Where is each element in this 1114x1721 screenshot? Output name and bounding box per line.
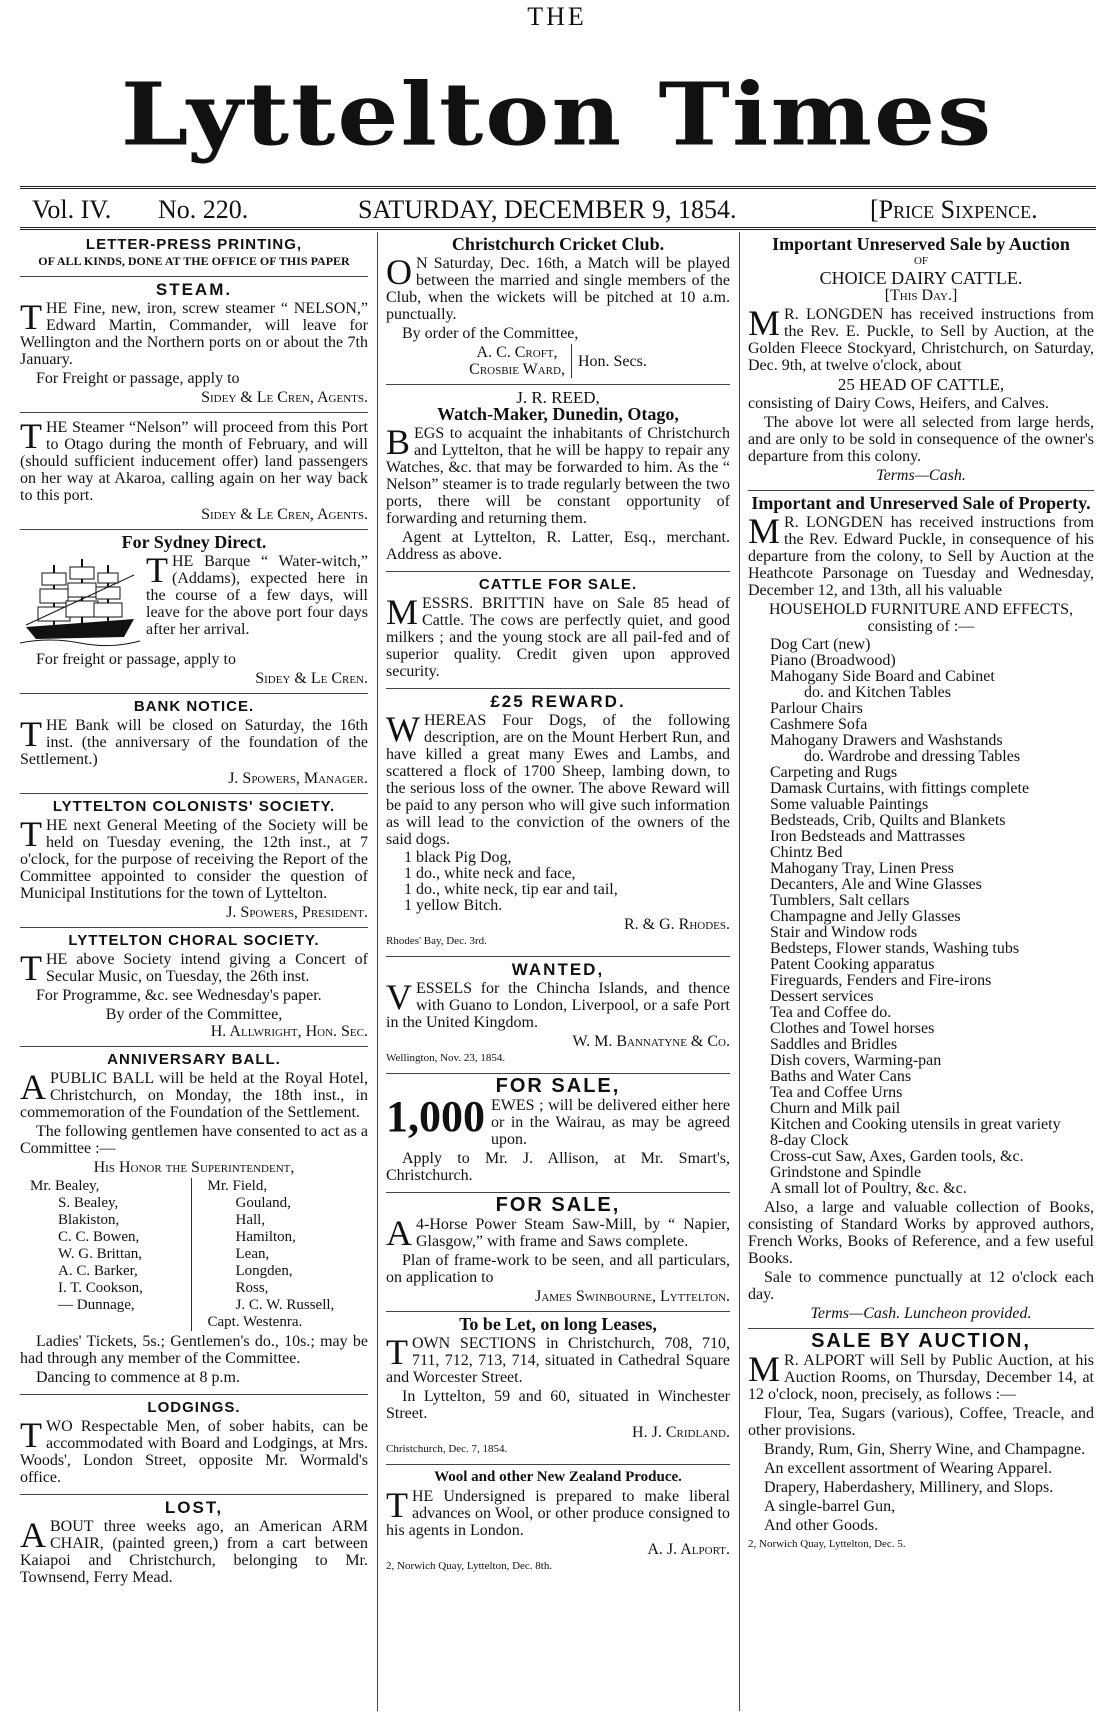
- drop-cap: T: [20, 714, 42, 754]
- list-item: Decanters, Ale and Wine Glasses: [770, 876, 982, 893]
- drop-cap: A: [20, 1515, 46, 1555]
- drop-cap: T: [20, 948, 42, 988]
- ad-title: Important and Unreserved Sale of Property.: [751, 493, 1091, 513]
- ad-title: WANTED,: [511, 960, 605, 979]
- ad-subtitle: OF ALL KINDS, DONE AT THE OFFICE OF THIS PAPER: [38, 254, 350, 268]
- list-item: Baths and Water Cans: [770, 1068, 912, 1085]
- drop-cap: M: [748, 303, 781, 343]
- list-item: Grindstone and Spindle: [770, 1164, 922, 1181]
- ad-title-of: OF: [913, 255, 929, 267]
- ad-body: The above lot were all selected from large herds, and are only to be sold in consequence of the owner's departure from this colony.: [748, 414, 1094, 465]
- list-item: Chintz Bed: [770, 844, 843, 861]
- ad-body: HE Fine, new, iron, screw steamer “ NELSON,” Edward Martin, Commander, will leave for Wellington and the Northern ports on or about the 7th January.: [20, 300, 368, 368]
- committee-member: C. C. Bowen,: [58, 1229, 140, 1245]
- ad-title: To be Let, on long Leases,: [459, 1314, 657, 1334]
- committee-member: Mr. Bealey,: [30, 1178, 100, 1194]
- ad-title: LYTTELTON CHORAL SOCIETY.: [68, 932, 320, 949]
- ad-title: Important Unreserved Sale by Auction: [772, 234, 1070, 254]
- ad-sawmill: [386, 1193, 730, 1312]
- ad-body: By order of the Committee,: [105, 1006, 283, 1023]
- committee-member: Hamilton,: [235, 1229, 296, 1245]
- drop-cap: T: [20, 814, 42, 854]
- ad-body: ESSRS. BRITTIN have on Sale 85 head of Cattle. The cows are perfectly quiet, and good milkers ; and the young stock are all pail-fed and of superior quality. Credit given upon approved security.: [386, 595, 730, 680]
- ad-day: [This Day.]: [884, 287, 958, 304]
- ad-title: STEAM.: [155, 280, 233, 299]
- list-item: Fireguards, Fenders and Fire-irons: [770, 972, 992, 989]
- auction-line: Brandy, Rum, Gin, Sherry Wine, and Champagne.: [764, 1441, 1086, 1458]
- ad-body: HE Steamer “Nelson” will proceed from this Port to Otago during the month of February, and will (should sufficient inducement offer) land passengers on her way at Akaroa, calling again on her way back to this port.: [20, 419, 368, 504]
- ad-heading: HOUSEHOLD FURNITURE AND EFFECTS, consisting of :—: [768, 601, 1074, 635]
- issue-date: SATURDAY, DECEMBER 9, 1854.: [358, 195, 737, 224]
- list-item: Bedsteads, Crib, Quilts and Blankets: [770, 812, 1006, 829]
- list-item: Bedsteps, Flower stands, Washing tubs: [770, 940, 1020, 957]
- list-item: Cross-cut Saw, Axes, Garden tools, &c.: [770, 1148, 1024, 1165]
- ad-body: Dancing to commence at 8 p.m.: [36, 1369, 240, 1386]
- secretary: A. C. Croft,: [476, 344, 558, 361]
- drop-cap: B: [386, 422, 411, 462]
- committee-member: J. C. W. Russell,: [235, 1297, 335, 1313]
- list-item: Some valuable Paintings: [770, 796, 929, 813]
- ad-wool: [386, 1465, 730, 1581]
- committee-member: — Dunnage,: [58, 1297, 135, 1313]
- ad-body: Also, a large and valuable collection of Books, consisting of Standard Works by approved authors, French Works, Books of Reference, and a few useful Books.: [748, 1199, 1094, 1267]
- ad-title: BANK NOTICE.: [133, 698, 255, 715]
- ad-body: HE above Society intend giving a Concert of Secular Music, on Tuesday, the 26th inst.: [46, 951, 368, 985]
- list-item: Parlour Chairs: [770, 700, 863, 717]
- ad-ball: [20, 1047, 368, 1395]
- ad-title: Wool and other New Zealand Produce.: [434, 1469, 682, 1485]
- masthead-the: THE: [527, 2, 587, 31]
- list-item: Tea and Coffee do.: [770, 1004, 892, 1021]
- ad-body: HE Barque “ Water-witch,” (Addams), expected here in the course of a few days, will leave for the above port four days after her arrival.: [146, 553, 368, 638]
- drop-cap: T: [146, 550, 168, 590]
- secretaries-title: Hon. Secs.: [577, 352, 647, 370]
- dateline: [20, 186, 1096, 230]
- ad-title: J. R. REED,: [516, 388, 600, 407]
- list-item: Piano (Broadwood): [770, 652, 896, 669]
- list-item: 1 black Pig Dog,: [404, 849, 512, 866]
- ad-body: BOUT three weeks ago, an American ARM CHAIR, (painted green,) from a cart between Kaiapoi and Christchurch, belonging to Mr. Townsend, Ferry Mead.: [20, 1518, 368, 1586]
- drop-cap: A: [20, 1067, 46, 1107]
- list-item: Clothes and Towel horses: [770, 1020, 935, 1037]
- ad-terms: Terms—Cash.: [876, 467, 966, 484]
- ad-auction: [748, 1329, 1094, 1559]
- ad-body: EGS to acquaint the inhabitants of Christchurch and Lyttelton, that he will be happy to repair any Watches, &c. that may be forwarded to him. As the “ Nelson” steamer is to trade regularly between the two ports, there will be constant opportunity of forwarding and returning them.: [386, 425, 730, 527]
- ad-footnote: Christchurch, Dec. 7, 1854.: [386, 1443, 508, 1455]
- ad-signature: H. Allwright, Hon. Sec.: [210, 1023, 368, 1040]
- list-item: do. Wardrobe and dressing Tables: [804, 748, 1021, 765]
- ad-body: OWN SECTIONS in Christchurch, 708, 710, 711, 712, 713, 714, situated in Cathedral Square and Worcester Street.: [386, 1335, 730, 1386]
- ad-body: R. LONGDEN has received instructions from the Rev. E. Puckle, to Sell by Auction, at the Golden Fleece Stockyard, Christchurch, on Saturday, Dec. 9th, at twelve o'clock, about: [748, 306, 1094, 374]
- ad-title: LOST,: [164, 1498, 224, 1517]
- superintendent: His Honor the Superintendent,: [93, 1159, 295, 1176]
- auction-line: An excellent assortment of Wearing Apparel.: [764, 1460, 1053, 1477]
- ad-body: In Lyttelton, 59 and 60, situated in Winchester Street.: [386, 1388, 730, 1422]
- ad-signature: Sidey & Le Cren, Agents.: [201, 506, 368, 523]
- drop-cap: V: [386, 977, 412, 1017]
- list-item: Dessert services: [770, 988, 874, 1005]
- ad-signature: R. & G. Rhodes.: [623, 916, 730, 933]
- drop-cap: M: [748, 1349, 781, 1389]
- committee-list: [20, 1178, 368, 1331]
- ad-nelson: [20, 413, 368, 530]
- list-item: 1 do., white neck and face,: [404, 865, 576, 882]
- drop-cap: T: [20, 297, 42, 337]
- ad-body: HE Undersigned is prepared to make liberal advances on Wool, or other produce consigned to his agents in London.: [386, 1488, 730, 1539]
- ad-body: consisting of Dairy Cows, Heifers, and Calves.: [748, 395, 1049, 412]
- column-2: [386, 232, 730, 1721]
- drop-cap: T: [20, 1415, 42, 1455]
- ad-body: R. ALPORT will Sell by Public Auction, at his Auction Rooms, on Thursday, December 14, at 12 o'clock, noon, precisely, as follows :—: [748, 1352, 1094, 1403]
- ad-title: £25 REWARD.: [490, 692, 626, 711]
- list-item: Dog Cart (new): [770, 636, 871, 653]
- ad-wanted: [386, 957, 730, 1074]
- ad-title: LYTTELTON COLONISTS' SOCIETY.: [52, 798, 336, 815]
- list-item: Iron Bedsteads and Mattrasses: [770, 828, 966, 845]
- ad-tolet: [386, 1312, 730, 1465]
- committee-member: A. C. Barker,: [58, 1263, 138, 1279]
- auction-line: And other Goods.: [764, 1517, 879, 1534]
- dog-list: [404, 850, 730, 914]
- ad-body: Sale to commence punctually at 12 o'clock each day.: [748, 1269, 1094, 1303]
- list-item: Saddles and Bridles: [770, 1036, 898, 1053]
- ad-body: PUBLIC BALL will be held at the Royal Hotel, Christchurch, on Monday, the 18th inst., in commemoration of the Foundation of the Settlement.: [20, 1070, 368, 1121]
- ad-lodgings: [20, 1395, 368, 1495]
- ad-signature: James Swinbourne, Lyttelton.: [535, 1288, 730, 1305]
- column-rule: [377, 232, 378, 1711]
- ad-body: N Saturday, Dec. 16th, a Match will be played between the married and single members of the Club, when the wickets will be pitched at 10 a.m. punctually.: [386, 255, 730, 323]
- ad-lost: [20, 1495, 368, 1594]
- ad-body: HE next General Meeting of the Society will be held on Tuesday evening, the 12th inst., at 7 o'clock, for the purpose of receiving the Report of the Committee appointed to consider the question of Municipal Institutions for the town of Lyttelton.: [20, 817, 368, 902]
- ad-body: The following gentlemen have consented to act as a Committee :—: [20, 1123, 368, 1157]
- ad-subtitle: Watch-Maker, Dunedin, Otago,: [437, 404, 679, 424]
- ad-body: By order of the Committee,: [402, 325, 579, 342]
- ad-bank: [20, 694, 368, 794]
- list-item: Mahogany Tray, Linen Press: [770, 860, 954, 877]
- auction-line: Flour, Tea, Sugars (various), Coffee, Treacle, and other provisions.: [748, 1405, 1094, 1439]
- ad-body: For Freight or passage, apply to: [36, 370, 240, 387]
- list-item: Dish covers, Warming-pan: [770, 1052, 942, 1069]
- drop-cap: T: [386, 1332, 408, 1372]
- list-item: do. and Kitchen Tables: [804, 684, 951, 701]
- furniture-list: [770, 637, 1094, 1197]
- ad-title: FOR SALE,: [495, 1194, 621, 1216]
- ad-sydney: [20, 530, 368, 694]
- ad-footnote: 2, Norwich Quay, Lyttelton, Dec. 5.: [748, 1538, 906, 1550]
- ad-heading: 25 HEAD OF CATTLE,: [837, 375, 1005, 394]
- committee-member: Hall,: [235, 1212, 266, 1228]
- committee-member: Mr. Field,: [207, 1178, 268, 1194]
- ad-body: 4-Horse Power Steam Saw-Mill, by “ Napier, Glasgow,” with frame and Saws complete.: [416, 1216, 730, 1250]
- ad-body: WO Respectable Men, of sober habits, can be accommodated with Board and Lodgings, at Mrs. Woods', London Street, opposite Mr. Wormald's office.: [20, 1418, 368, 1486]
- ad-choral: [20, 928, 368, 1047]
- drop-cap: M: [748, 511, 781, 551]
- ad-signature: Sidey & Le Cren.: [255, 670, 368, 687]
- ad-body: Plan of frame-work to be seen, and all particulars, on application to: [386, 1252, 730, 1286]
- list-item: Kitchen and Cooking utensils in great variety: [770, 1116, 1061, 1133]
- ad-footnote: Rhodes' Bay, Dec. 3rd.: [386, 935, 487, 947]
- ad-signature: J. Spowers, President.: [226, 904, 368, 921]
- list-item: Mahogany Side Board and Cabinet: [770, 668, 995, 685]
- column-1: [20, 232, 368, 1721]
- ad-signature: Sidey & Le Cren, Agents.: [201, 389, 368, 406]
- list-item: 1 yellow Bitch.: [404, 897, 503, 914]
- ad-colonists: [20, 794, 368, 928]
- ad-signature: J. Spowers, Manager.: [228, 770, 368, 787]
- secretaries: [386, 344, 730, 378]
- list-item: Cashmere Sofa: [770, 716, 868, 733]
- committee-member: W. G. Brittan,: [58, 1246, 143, 1262]
- ad-title: LODGINGS.: [147, 1399, 241, 1416]
- volume: Vol. IV.: [32, 195, 112, 224]
- drop-cap: T: [386, 1485, 408, 1525]
- list-item: 1 do., white neck, tip ear and tail,: [404, 881, 618, 898]
- list-item: Mahogany Drawers and Washstands: [770, 732, 1003, 749]
- ad-title: FOR SALE,: [495, 1075, 621, 1097]
- ad-title: CATTLE FOR SALE.: [478, 576, 638, 593]
- ad-body: HE Bank will be closed on Saturday, the 16th inst. (the anniversary of the foundation of the Settlement.): [20, 717, 368, 768]
- ad-title-main: CHOICE DAIRY CATTLE.: [819, 268, 1023, 288]
- committee-member: S. Bealey,: [58, 1195, 119, 1211]
- column-rule: [739, 232, 740, 1711]
- ad-body: Apply to Mr. J. Allison, at Mr. Smart's, Christchurch.: [386, 1150, 730, 1184]
- big-number: 1,000: [386, 1092, 485, 1141]
- ad-steam: [20, 277, 368, 413]
- ad-body: R. LONGDEN has received instructions from the Rev. Edward Puckle, in consequence of his departure from the colony, to Sell by Auction at the Heathcote Parsonage on Tuesday and Wednesday, December 12, and 13th, all his valuable: [748, 514, 1094, 599]
- list-item: Champagne and Jelly Glasses: [770, 908, 961, 925]
- drop-cap: T: [20, 416, 42, 456]
- drop-cap: O: [386, 252, 412, 292]
- committee-member: Longden,: [235, 1263, 293, 1279]
- auction-line: A single-barrel Gun,: [764, 1498, 896, 1515]
- list-item: Patent Cooking apparatus: [770, 956, 935, 973]
- ad-title: LETTER-PRESS PRINTING,: [85, 236, 303, 253]
- list-item: Damask Curtains, with fittings complete: [770, 780, 1030, 797]
- newspaper-title: Lyttelton Times: [120, 63, 994, 166]
- ad-body: For Programme, &c. see Wednesday's paper.: [36, 987, 322, 1004]
- ad-cricket: [386, 232, 730, 385]
- ad-dairy: [748, 232, 1094, 491]
- ad-cattle: [386, 572, 730, 689]
- committee-member: Blakiston,: [58, 1212, 120, 1228]
- ad-title: SALE BY AUCTION,: [811, 1330, 1031, 1352]
- list-item: Churn and Milk pail: [770, 1100, 901, 1117]
- ad-body: EWES ; will be delivered either here or in the Wairau, as may be agreed upon.: [491, 1097, 730, 1148]
- ad-title: ANNIVERSARY BALL.: [107, 1051, 281, 1068]
- issue-number: No. 220.: [158, 195, 249, 224]
- ad-printing: [20, 232, 368, 277]
- list-item: Stair and Window rods: [770, 924, 918, 941]
- committee-member: Ross,: [235, 1280, 269, 1296]
- committee-member: I. T. Cookson,: [58, 1280, 143, 1296]
- ad-body: For freight or passage, apply to: [36, 651, 236, 668]
- price: [Price Sixpence.: [870, 195, 1038, 224]
- masthead: [0, 0, 1114, 172]
- ad-body: ESSELS for the Chincha Islands, and thence with Guano to London, Liverpool, or a safe Port in the United Kingdom.: [386, 980, 730, 1031]
- ad-signature: W. M. Bannatyne & Co.: [572, 1033, 730, 1050]
- auction-line: Drapery, Haberdashery, Millinery, and Slops.: [764, 1479, 1054, 1496]
- drop-cap: M: [386, 592, 419, 632]
- ad-title: Christchurch Cricket Club.: [451, 234, 665, 254]
- committee-member: Gouland,: [235, 1195, 291, 1211]
- column-3: [748, 232, 1094, 1721]
- ad-title: For Sydney Direct.: [121, 532, 267, 552]
- ad-signature: A. J. Alport.: [647, 1541, 730, 1558]
- ad-body: Agent at Lyttelton, R. Latter, Esq., merchant. Address as above.: [386, 529, 730, 563]
- ad-body: HEREAS Four Dogs, of the following description, are on the Mount Herbert Run, and have killed a great many Ewes and Lambs, and scattered a flock of 1700 Sheep, lambing down, to the serious loss of the owner. The above Reward will be paid to any person who will give such information as will lead to the conviction of the owners of the said dogs.: [386, 712, 730, 848]
- list-item: 8-day Clock: [770, 1132, 849, 1149]
- ad-footnote: 2, Norwich Quay, Lyttelton, Dec. 8th.: [386, 1560, 553, 1572]
- ad-ewes: [386, 1074, 730, 1193]
- ad-footnote: Wellington, Nov. 23, 1854.: [386, 1052, 506, 1064]
- list-item: Carpeting and Rugs: [770, 764, 898, 781]
- ad-terms: Terms—Cash. Luncheon provided.: [810, 1305, 1032, 1322]
- drop-cap: A: [386, 1213, 412, 1253]
- drop-cap: W: [386, 709, 420, 749]
- secretary: Crosbie Ward,: [469, 361, 565, 378]
- ad-property: [748, 491, 1094, 1329]
- committee-member: Capt. Westenra.: [207, 1314, 303, 1330]
- ad-body: Ladies' Tickets, 5s.; Gentlemen's do., 10s.; may be had through any member of the Committee.: [20, 1333, 368, 1367]
- ad-reed: [386, 385, 730, 572]
- ad-reward: [386, 689, 730, 957]
- list-item: Tea and Coffee Urns: [770, 1084, 903, 1101]
- committee-member: Lean,: [235, 1246, 270, 1262]
- list-item: A small lot of Poultry, &c. &c.: [770, 1180, 967, 1197]
- ad-signature: H. J. Cridland.: [632, 1424, 730, 1441]
- ship-illustration: [20, 555, 140, 651]
- list-item: Tumblers, Salt cellars: [770, 892, 910, 909]
